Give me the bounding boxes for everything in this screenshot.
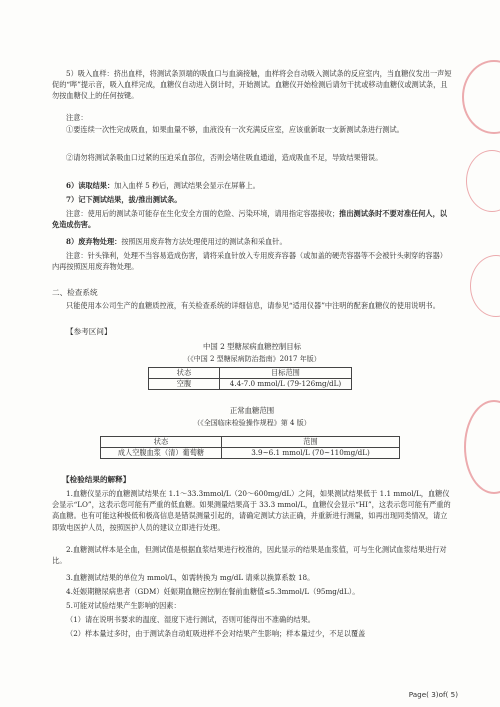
step-5-draw-blood: 5）吸入血样：挤出血样，将测试条顶端的吸血口与血滴接触，血样将会自动吸入测试条的反应室内，当血糖仪发出一声短促的“哔”提示音，吸入血样完成，血糖仪自动进入倒计时，开始测试。血糖仪开始检测后请勿干扰或移动血糖仪或测试条，且勿按血糖仪上的任何按键。 [52, 69, 452, 101]
interpretation-p5-2: （2）样本量过多时，由于测试条自动虹吸进样不会对结果产生影响；样本量过少，不足以覆盖 [66, 629, 366, 638]
note-2: ②请勿将测试条吸血口过紧的压迫采血部位，否则会堵住吸血通道，造成吸血不足，导致结果错误。 [66, 153, 383, 162]
step-7-note [52, 208, 452, 230]
table-header: 目标范围 [220, 368, 352, 379]
step-6-read-result [52, 180, 452, 191]
section-2-body: 只能使用本公司生产的血糖质控液，有关检查系统的详细信息，请参见“适用仪器”中注明的配套血糖仪的使用说明书。 [66, 301, 440, 310]
seal-stamp [470, 255, 500, 317]
interpretation-p5-1: （1）请在说明书要求的温度、湿度下进行测试，否则可能得出不准确的结果。 [66, 615, 315, 624]
reference-range-label: 【参考区间】 [66, 327, 112, 336]
step-7-record: 7）记下测试结果，拔/推出测试条。 [66, 195, 182, 204]
step-8-disposal [52, 236, 452, 247]
interpretation-p5: 5.可能对试验结果产生影响的因素： [66, 601, 181, 610]
step-8-note: 注意：针头锋利，处理不当容易造成伤害，请将采血针放入专用废弃容器（或加盖的硬壳容器等不会被针头刺穿的容器）内再按照医用废弃物处理。 [52, 251, 447, 272]
table-cell: 4.4-7.0 mmol/L (79-126mg/dL) [220, 379, 352, 390]
table-row [149, 379, 352, 390]
table-cell: 成人空腹血浆（清）葡萄糖 [101, 448, 222, 459]
table-1 [148, 367, 352, 390]
interpretation-title: 【检验结果的解释】 [62, 475, 131, 484]
step-8-label: 8）废弃物处理： [66, 237, 122, 246]
table-2-source: （《全国临床检验操作规程》第 4 版） [193, 419, 311, 427]
note-1: ①要连续一次性完成吸血，如果血量不够，血液没有一次充满反应室，应该重新取一支新测试条进行测试。 [66, 125, 404, 134]
table-header: 范围 [222, 437, 400, 448]
page-number: Page( 3)of( 5) [408, 690, 458, 699]
step-8-text: 按照医用废弃物方法处理使用过的测试条和采血针。 [121, 237, 287, 246]
section-2-title: 二、检查系统 [52, 288, 98, 297]
table-header: 状态 [101, 437, 222, 448]
interpretation-p4: 4.妊娠期糖尿病患者（GDM）妊娠期血糖应控制在餐前血糖值≤5.3mmol/L（95mg/dL）。 [66, 587, 360, 596]
table-row [101, 448, 400, 459]
table-2 [100, 436, 400, 459]
interpretation-p2: 2.血糖测试样本是全血，但测试值是根据血浆结果进行校准的，因此显示的结果是血浆值，可与生化测试血浆结果进行对比。 [52, 545, 447, 566]
seal-stamp [464, 400, 500, 494]
table-header: 状态 [149, 368, 220, 379]
table-cell: 3.9~6.1 mmol/L (70~110mg/dL) [222, 448, 400, 459]
interpretation-p3: 3.血糖测试结果的单位为 mmol/L，如需转换为 mg/dL 请乘以换算系数 18。 [66, 573, 315, 582]
step-7-note-text: 注意：使用后的测试条可能存在生化安全方面的危险、污染环境，请用指定容器接收； [66, 209, 340, 218]
note-label: 注意： [66, 113, 88, 122]
step-6-label: 6）读取结果： [66, 181, 115, 190]
seal-stamp [462, 60, 500, 134]
table-1-source: （《中国 2 型糖尿病防治指南》2017 年版） [183, 355, 321, 363]
table-cell: 空腹 [149, 379, 220, 390]
step-7-note-bold: 推出测试条时不要对准任何人，以免造成伤害。 [52, 209, 447, 230]
step-6-text: 加入血样 5 秒后，测试结果会显示在屏幕上。 [114, 181, 260, 190]
seal-stamp [466, 150, 500, 212]
interpretation-p1: 1.血糖仪显示的血糖测试结果在 1.1～33.3mmol/L（20～600mg/dL）之间，如果测试结果低于 1.1 mmol/L，血糖仪会显示“LO”，这表示您可能有严重的低血糖。如果测量结果高于 33.3 mmol/L，血糖仪会显示“HI”，这表示您可能有严重的高血糖。也有可能这种极低和极高信息是错误测量引起的，请确定测试方法正确，并重新进行测量，如再出现同类情况，请立即致电医护人员，按照医护人员的建议立即进行处理。 [52, 489, 451, 532]
table-1-title: 中国 2 型糖尿病血糖控制目标 [202, 342, 302, 351]
table-2-title: 正常血糖范围 [229, 406, 275, 415]
table-row [101, 437, 400, 448]
table-row [149, 368, 352, 379]
